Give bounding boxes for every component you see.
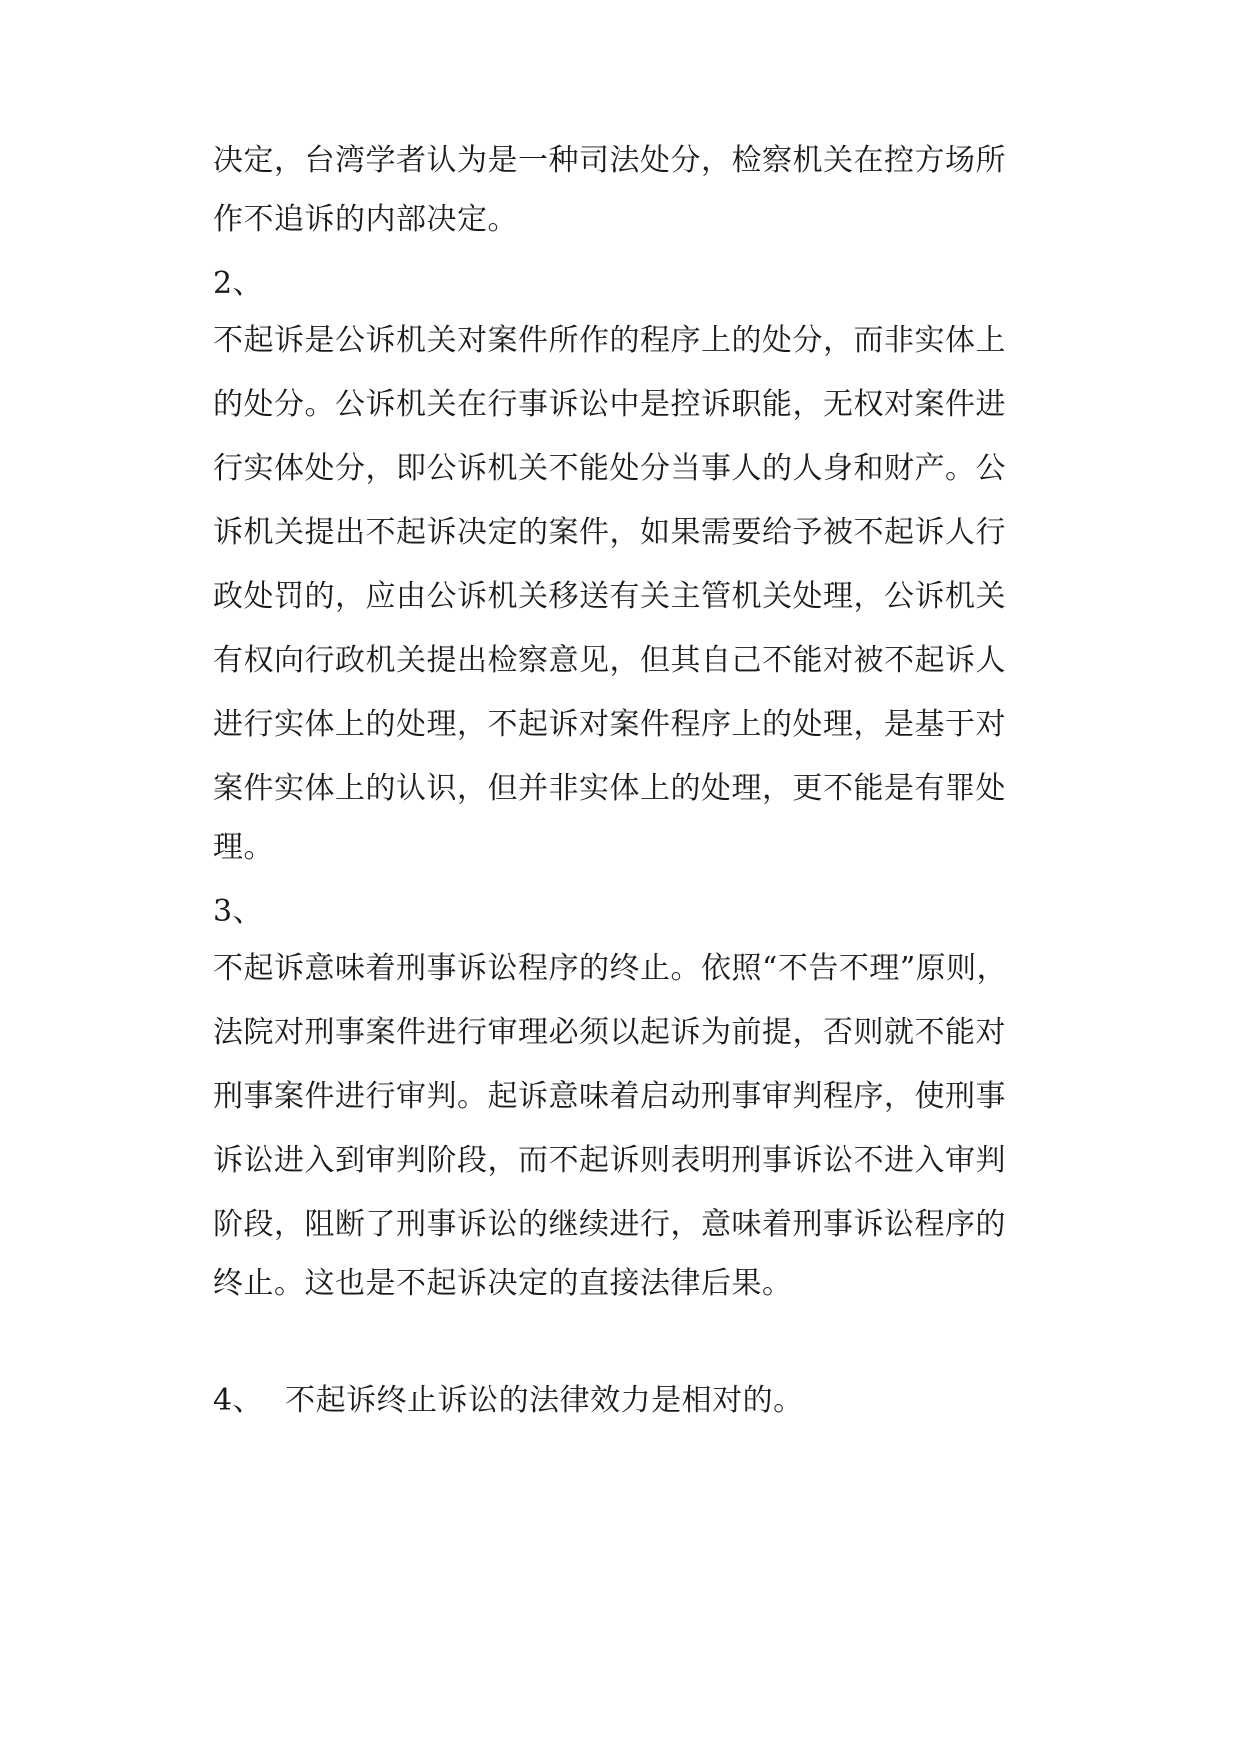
text-line: 诉讼进入到审判阶段，而不起诉则表明刑事诉讼不进入审判: [213, 1143, 1006, 1178]
text-line: 进行实体上的处理，不起诉对案件程序上的处理，是基于对: [213, 707, 1006, 742]
text-line: 诉机关提出不起诉决定的案件，如果需要给予被不起诉人行: [213, 515, 1006, 550]
text-line: 的处分。公诉机关在行事诉讼中是控诉职能，无权对案件进: [213, 387, 1006, 422]
text-line: 法院对刑事案件进行审理必须以起诉为前提，否则就不能对: [213, 1015, 1006, 1050]
item-number: 2、: [213, 266, 264, 301]
item-text: 不起诉终止诉讼的法律效力是相对的。: [285, 1383, 804, 1418]
item-4: [213, 1381, 1033, 1421]
item-number: 3、: [213, 894, 264, 929]
text-line: 决定，台湾学者认为是一种司法处分，检察机关在控方场所: [213, 143, 1006, 178]
text-line: 不起诉是公诉机关对案件所作的程序上的处分，而非实体上: [213, 323, 1006, 358]
text-line: 行实体处分，即公诉机关不能处分当事人的人身和财产。公: [213, 451, 1006, 486]
text-line: 不起诉意味着刑事诉讼程序的终止。依照“不告不理”原则，: [213, 951, 1008, 986]
text-line: 终止。这也是不起诉决定的直接法律后果。: [213, 1266, 793, 1301]
text-line: 刑事案件进行审判。起诉意味着启动刑事审判程序，使刑事: [213, 1079, 1006, 1114]
text-line: 阶段，阻断了刑事诉讼的继续进行，意味着刑事诉讼程序的: [213, 1207, 1006, 1242]
text-line: 案件实体上的认识，但并非实体上的处理，更不能是有罪处: [213, 771, 1006, 806]
text-line: 政处罚的，应由公诉机关移送有关主管机关处理，公诉机关: [213, 579, 1006, 614]
text-line: 作不追诉的内部决定。: [213, 202, 518, 237]
text-line: 有权向行政机关提出检察意见，但其自己不能对被不起诉人: [213, 643, 1006, 678]
item-number: 4、: [213, 1383, 264, 1418]
text-line: 理。: [213, 830, 274, 865]
